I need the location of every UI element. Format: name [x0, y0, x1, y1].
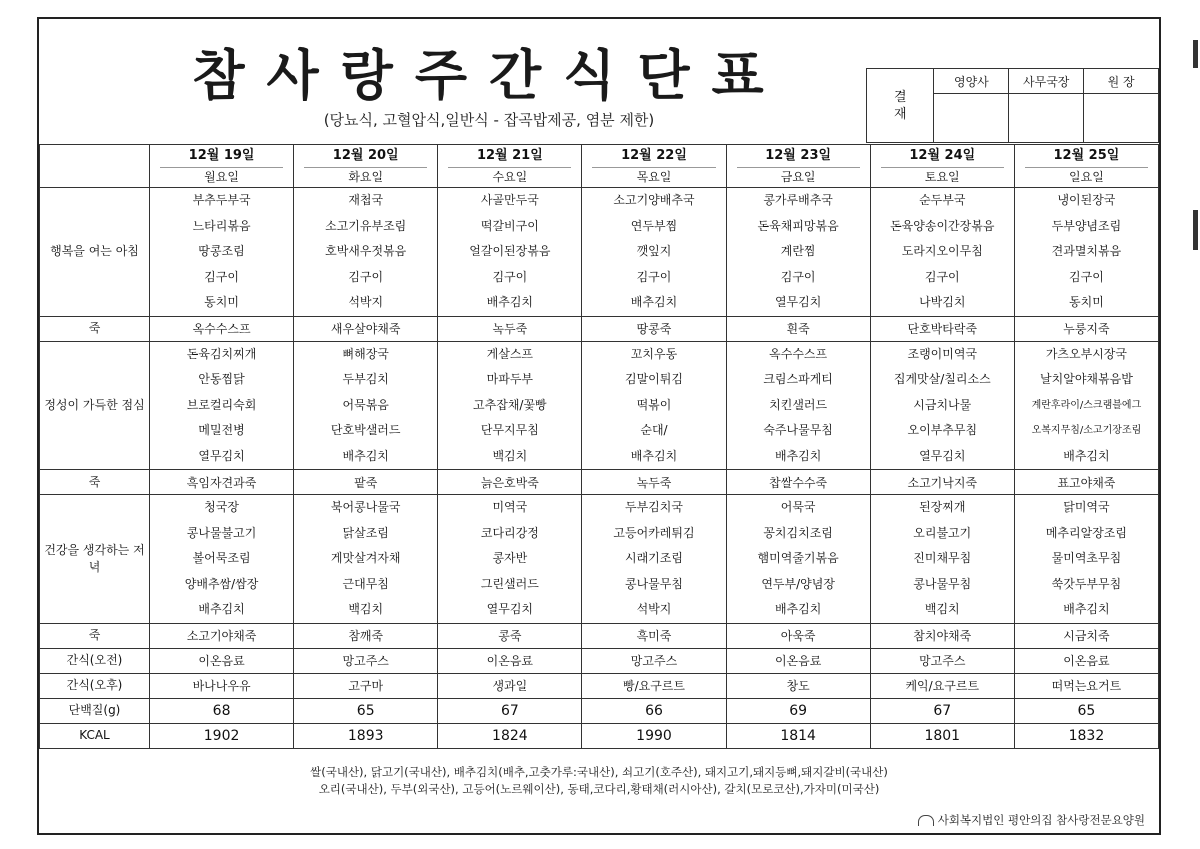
- page-title: 참사랑주간식단표: [192, 44, 786, 107]
- dish-item: 떡볶이: [636, 397, 672, 412]
- menu-cell: [870, 188, 1014, 317]
- signature-cell: [1009, 94, 1084, 143]
- dish-item: 백김치: [492, 448, 528, 463]
- dish-item: 돈육양송이간장볶음: [890, 218, 995, 233]
- menu-cell: [438, 188, 582, 317]
- dish-item: 청국장: [204, 500, 239, 514]
- menu-cell: [582, 188, 726, 317]
- day-of-week: 목요일: [592, 167, 715, 186]
- dish-item: 게살스프: [486, 346, 534, 361]
- menu-cell: 67: [438, 698, 582, 723]
- dish-item: 계란후라이/스크램블에그: [1031, 399, 1142, 411]
- dish-item: 뼈해장국: [342, 346, 389, 361]
- dish-item: 사골만두국: [480, 193, 539, 207]
- day-of-week: 토요일: [881, 167, 1004, 186]
- dish-item: 브로컬리숙회: [186, 397, 257, 412]
- dish-item: 안동찜닭: [198, 372, 245, 386]
- dish-item: 코다리강정: [480, 525, 539, 540]
- dish-item: 열무김치: [198, 448, 245, 463]
- day-date: 12월 25일: [1053, 147, 1120, 163]
- approval-role: 원 장: [1084, 69, 1159, 94]
- dish-item: 콩나물무침: [913, 576, 972, 591]
- dish-item: 물미역초무침: [1051, 551, 1122, 565]
- dish-item: 열무김치: [919, 448, 966, 463]
- menu-cell: [870, 341, 1014, 470]
- menu-cell: 떠먹는요거트: [1014, 673, 1158, 698]
- dish-item: 날치알야채볶음밥: [1040, 372, 1133, 386]
- day-of-week: 일요일: [1025, 167, 1148, 186]
- origin-info: [39, 764, 1159, 798]
- menu-cell: 바나나우유: [150, 673, 294, 698]
- dish-item: 돈육김치찌개: [186, 346, 257, 361]
- meal-label: 간식(오후): [40, 673, 150, 698]
- menu-cell: 단호박타락죽: [870, 316, 1014, 341]
- page-subtitle: (당뇨식, 고혈압식,일반식 - 잡곡밥제공, 염분 제한): [323, 111, 655, 129]
- dish-item: 순두부국: [919, 193, 966, 207]
- dish-item: 배추김치: [630, 448, 678, 463]
- day-of-week: 화요일: [304, 167, 427, 186]
- menu-cell: 69: [726, 698, 870, 723]
- dish-item: 부추두부국: [192, 193, 251, 207]
- menu-cell: 참깨죽: [294, 623, 438, 648]
- dish-item: 땅콩조림: [198, 244, 245, 258]
- scan-edge-mark: [1193, 40, 1198, 68]
- menu-cell: 찹쌀수수죽: [726, 470, 870, 495]
- dish-item: 미역국: [492, 500, 528, 514]
- meal-row-kcal: [40, 723, 1159, 748]
- menu-cell: 흑임자견과죽: [150, 470, 294, 495]
- dish-item: 동치미: [1069, 295, 1104, 309]
- header: [39, 19, 1159, 144]
- dish-item: 호박새우젓볶음: [325, 244, 407, 258]
- dish-item: 닭살조림: [342, 525, 389, 540]
- day-of-week: 월요일: [160, 167, 283, 186]
- dish-item: 김구이: [1069, 269, 1104, 284]
- meal-label: 죽: [40, 470, 150, 495]
- dish-item: 메밀전병: [198, 423, 245, 437]
- meal-label: 단백질(g): [40, 698, 150, 723]
- dish-item: 배추김치: [486, 295, 534, 309]
- origin-line: 쌀(국내산), 닭고기(국내산), 배추김치(배추,고춧가루:국내산), 쇠고기(호주산), 돼지고기,돼지등뼈,돼지갈비(국내산): [310, 765, 888, 779]
- meal-row-protein: [40, 698, 1159, 723]
- menu-cell: 65: [294, 698, 438, 723]
- footer: [39, 754, 1159, 835]
- dish-item: 집게맛살/칠리소스: [893, 372, 991, 386]
- menu-cell: 아욱죽: [726, 623, 870, 648]
- dish-item: 오이부추무침: [907, 423, 978, 437]
- menu-cell: [150, 495, 294, 624]
- meal-row-porridge1: [40, 316, 1159, 341]
- meal-label: 행복을 여는 아침: [40, 188, 150, 317]
- menu-cell: 67: [870, 698, 1014, 723]
- menu-cell: 표고야채죽: [1014, 470, 1158, 495]
- menu-cell: [294, 341, 438, 470]
- menu-cell: 창도: [726, 673, 870, 698]
- menu-cell: 콩죽: [438, 623, 582, 648]
- dish-item: 두부김치국: [625, 500, 683, 514]
- menu-cell: 새우살야채죽: [294, 316, 438, 341]
- menu-cell: 녹두죽: [438, 316, 582, 341]
- menu-cell: 생과일: [438, 673, 582, 698]
- menu-cell: 옥수수스프: [150, 316, 294, 341]
- dish-item: 메추리알장조림: [1045, 525, 1127, 540]
- meal-row-dinner: [40, 495, 1159, 624]
- meal-row-breakfast: [40, 188, 1159, 317]
- menu-cell: [438, 495, 582, 624]
- menu-cell: 1832: [1014, 723, 1158, 748]
- dish-item: 어묵볶음: [342, 397, 389, 412]
- dish-item: 게맛살겨자채: [330, 551, 401, 565]
- scan-edge-mark: [1193, 210, 1198, 250]
- menu-cell: [870, 495, 1014, 624]
- menu-cell: [294, 495, 438, 624]
- approval-role: 사무국장: [1009, 69, 1084, 94]
- dish-item: 배추김치: [774, 448, 822, 463]
- menu-cell: 시금치죽: [1014, 623, 1158, 648]
- dish-item: 배추김치: [342, 448, 389, 463]
- day-of-week: 금요일: [737, 167, 860, 186]
- menu-cell: 늙은호박죽: [438, 470, 582, 495]
- menu-cell: [1014, 341, 1158, 470]
- meal-row-porridge3: [40, 623, 1159, 648]
- approval-label: 결재: [867, 69, 934, 143]
- dish-item: 김말이튀김: [625, 372, 683, 386]
- dish-item: 석박지: [348, 295, 384, 309]
- dish-item: 쑥갓두부무침: [1051, 576, 1122, 591]
- dish-item: 배추김치: [198, 602, 245, 616]
- dish-item: 김구이: [780, 269, 816, 284]
- menu-cell: 이온음료: [1014, 648, 1158, 673]
- dish-item: 김구이: [204, 269, 239, 284]
- organization: [918, 812, 1145, 828]
- dish-item: 단호박샐러드: [330, 423, 401, 437]
- dish-item: 근대무침: [342, 576, 389, 591]
- day-header: [870, 145, 1014, 188]
- approval-role: 영양사: [934, 69, 1009, 94]
- dish-item: 열무김치: [774, 295, 822, 309]
- dish-item: 돈육채피망볶음: [757, 218, 839, 233]
- dish-item: 가츠오부시장국: [1045, 346, 1127, 361]
- menu-cell: [582, 341, 726, 470]
- dish-item: 시래기조림: [625, 551, 683, 565]
- dish-item: 얼갈이된장볶음: [469, 244, 551, 258]
- menu-cell: 땅콩죽: [582, 316, 726, 341]
- menu-cell: 참치야채죽: [870, 623, 1014, 648]
- menu-cell: 1801: [870, 723, 1014, 748]
- dish-item: 꽁치김치조림: [763, 525, 833, 540]
- dish-item: 김구이: [636, 269, 672, 284]
- menu-cell: 흰죽: [726, 316, 870, 341]
- dish-item: 배추김치: [1063, 448, 1110, 463]
- menu-cell: [1014, 188, 1158, 317]
- menu-cell: 녹두죽: [582, 470, 726, 495]
- dish-item: 고추잡채/꽃빵: [473, 397, 547, 412]
- origin-line: 오리(국내산), 두부(외국산), 고등어(노르웨이산), 동태,코다리,황태채(러시아산), 갈치(모로코산),가자미(미국산): [318, 782, 880, 796]
- dish-item: 재첩국: [348, 193, 384, 207]
- dish-item: 콩가루배추국: [763, 193, 833, 207]
- dish-item: 느타리볶음: [192, 218, 251, 233]
- dish-item: 콩나물불고기: [186, 525, 257, 540]
- menu-cell: [438, 341, 582, 470]
- dish-item: 옥수수스프: [769, 346, 828, 361]
- dish-item: 볼어묵조림: [192, 551, 251, 565]
- day-date: 12월 22일: [621, 147, 687, 163]
- menu-cell: 1902: [150, 723, 294, 748]
- menu-cell: [1014, 495, 1158, 624]
- menu-cell: 1814: [726, 723, 870, 748]
- dish-item: 고등어카레튀김: [613, 525, 695, 540]
- dish-item: 소고기양배추국: [613, 193, 695, 207]
- menu-cell: 소고기야채죽: [150, 623, 294, 648]
- dish-item: 콩나물무침: [625, 576, 683, 591]
- dish-item: 백김치: [348, 602, 384, 616]
- meal-label: 죽: [40, 623, 150, 648]
- menu-cell: 1990: [582, 723, 726, 748]
- menu-cell: 누룽지죽: [1014, 316, 1158, 341]
- meal-row-snack-am: [40, 648, 1159, 673]
- menu-cell: [726, 188, 870, 317]
- menu-cell: 망고주스: [870, 648, 1014, 673]
- dish-item: 동치미: [204, 295, 239, 309]
- signature-cell: [1084, 94, 1159, 143]
- approval-box: [866, 68, 1159, 143]
- dish-item: 오리불고기: [913, 525, 972, 540]
- menu-cell: [150, 188, 294, 317]
- dish-item: 계란찜: [780, 244, 816, 258]
- dish-item: 크림스파게티: [763, 372, 833, 386]
- dish-item: 연두부찜: [630, 218, 678, 233]
- dish-item: 두부김치: [342, 372, 389, 386]
- organization-logo-icon: [918, 815, 934, 826]
- day-header: [150, 145, 294, 188]
- weekly-menu-table: [39, 144, 1159, 749]
- meal-row-snack-pm: [40, 673, 1159, 698]
- day-header: [1014, 145, 1158, 188]
- dish-item: 순대/: [640, 423, 668, 437]
- menu-cell: 68: [150, 698, 294, 723]
- meal-label: 죽: [40, 316, 150, 341]
- meal-row-lunch: [40, 341, 1159, 470]
- menu-cell: 1893: [294, 723, 438, 748]
- menu-cell: [582, 495, 726, 624]
- dish-item: 배추김치: [630, 295, 678, 309]
- day-header-row: [40, 145, 1159, 188]
- menu-cell: [150, 341, 294, 470]
- dish-item: 깻잎지: [636, 244, 672, 258]
- day-date: 12월 21일: [476, 147, 543, 163]
- dish-item: 김구이: [348, 269, 384, 284]
- dish-item: 배추김치: [774, 602, 822, 616]
- meal-label: 건강을 생각하는 저녁: [40, 495, 150, 624]
- day-header: [294, 145, 438, 188]
- dish-item: 조랭이미역국: [907, 346, 978, 361]
- dish-item: 나박김치: [919, 295, 966, 309]
- dish-item: 김구이: [924, 269, 960, 284]
- menu-cell: [726, 495, 870, 624]
- dish-item: 닭미역국: [1063, 500, 1110, 514]
- dish-item: 소고기유부조림: [325, 218, 407, 233]
- day-header: [582, 145, 726, 188]
- corner-cell: [40, 145, 150, 188]
- menu-cell: 망고주스: [294, 648, 438, 673]
- day-date: 12월 20일: [332, 147, 399, 163]
- dish-item: 도라지오이무침: [901, 244, 983, 258]
- menu-cell: 65: [1014, 698, 1158, 723]
- dish-item: 견과멸치볶음: [1051, 244, 1122, 258]
- menu-cell: [726, 341, 870, 470]
- meal-label: 정성이 가득한 점심: [40, 341, 150, 470]
- menu-cell: 이온음료: [150, 648, 294, 673]
- dish-item: 김구이: [492, 269, 528, 284]
- organization-name: 사회복지법인 평안의집 참사랑전문요양원: [937, 813, 1145, 827]
- dish-item: 콩자반: [492, 551, 528, 565]
- dish-item: 단무지무침: [480, 423, 539, 437]
- dish-item: 떡갈비구이: [480, 218, 539, 233]
- meal-label: KCAL: [40, 723, 150, 748]
- day-date: 12월 19일: [188, 147, 255, 163]
- day-header: [438, 145, 582, 188]
- menu-cell: 망고주스: [582, 648, 726, 673]
- menu-cell: 66: [582, 698, 726, 723]
- menu-cell: 이온음료: [726, 648, 870, 673]
- dish-item: 백김치: [924, 602, 960, 616]
- dish-item: 치킨샐러드: [769, 397, 828, 412]
- dish-item: 양배추쌈/쌈장: [184, 576, 259, 591]
- menu-cell: 팥죽: [294, 470, 438, 495]
- menu-cell: 빵/요구르트: [582, 673, 726, 698]
- day-date: 12월 24일: [909, 147, 976, 163]
- dish-item: 진미채무침: [913, 551, 972, 565]
- dish-item: 연두부/양념장: [761, 576, 835, 591]
- meal-label: 간식(오전): [40, 648, 150, 673]
- dish-item: 시금치나물: [913, 397, 972, 412]
- dish-item: 북어콩나물국: [330, 500, 401, 514]
- day-of-week: 수요일: [448, 167, 571, 186]
- dish-item: 된장찌개: [919, 500, 966, 514]
- menu-cell: 소고기낙지죽: [870, 470, 1014, 495]
- meal-row-porridge2: [40, 470, 1159, 495]
- menu-cell: 이온음료: [438, 648, 582, 673]
- dish-item: 배추김치: [1063, 602, 1110, 616]
- dish-item: 두부양념조림: [1051, 218, 1122, 233]
- day-header: [726, 145, 870, 188]
- menu-cell: 케익/요구르트: [870, 673, 1014, 698]
- dish-item: 그린샐러드: [480, 576, 539, 591]
- menu-cell: [294, 188, 438, 317]
- menu-cell: 1824: [438, 723, 582, 748]
- dish-item: 꼬치우동: [630, 346, 678, 361]
- day-date: 12월 23일: [765, 147, 832, 163]
- dish-item: 열무김치: [486, 602, 534, 616]
- signature-cell: [934, 94, 1009, 143]
- dish-item: 석박지: [636, 602, 672, 616]
- menu-cell: 흑미죽: [582, 623, 726, 648]
- dish-item: 마파두부: [486, 372, 534, 386]
- dish-item: 숙주나물무침: [763, 423, 833, 437]
- dish-item: 햄미역줄기볶음: [757, 551, 839, 565]
- dish-item: 오복지무침/소고기장조림: [1031, 425, 1142, 436]
- dish-item: 어묵국: [780, 500, 816, 514]
- dish-item: 냉이된장국: [1057, 193, 1116, 207]
- menu-cell: 고구마: [294, 673, 438, 698]
- menu-sheet: [37, 17, 1161, 835]
